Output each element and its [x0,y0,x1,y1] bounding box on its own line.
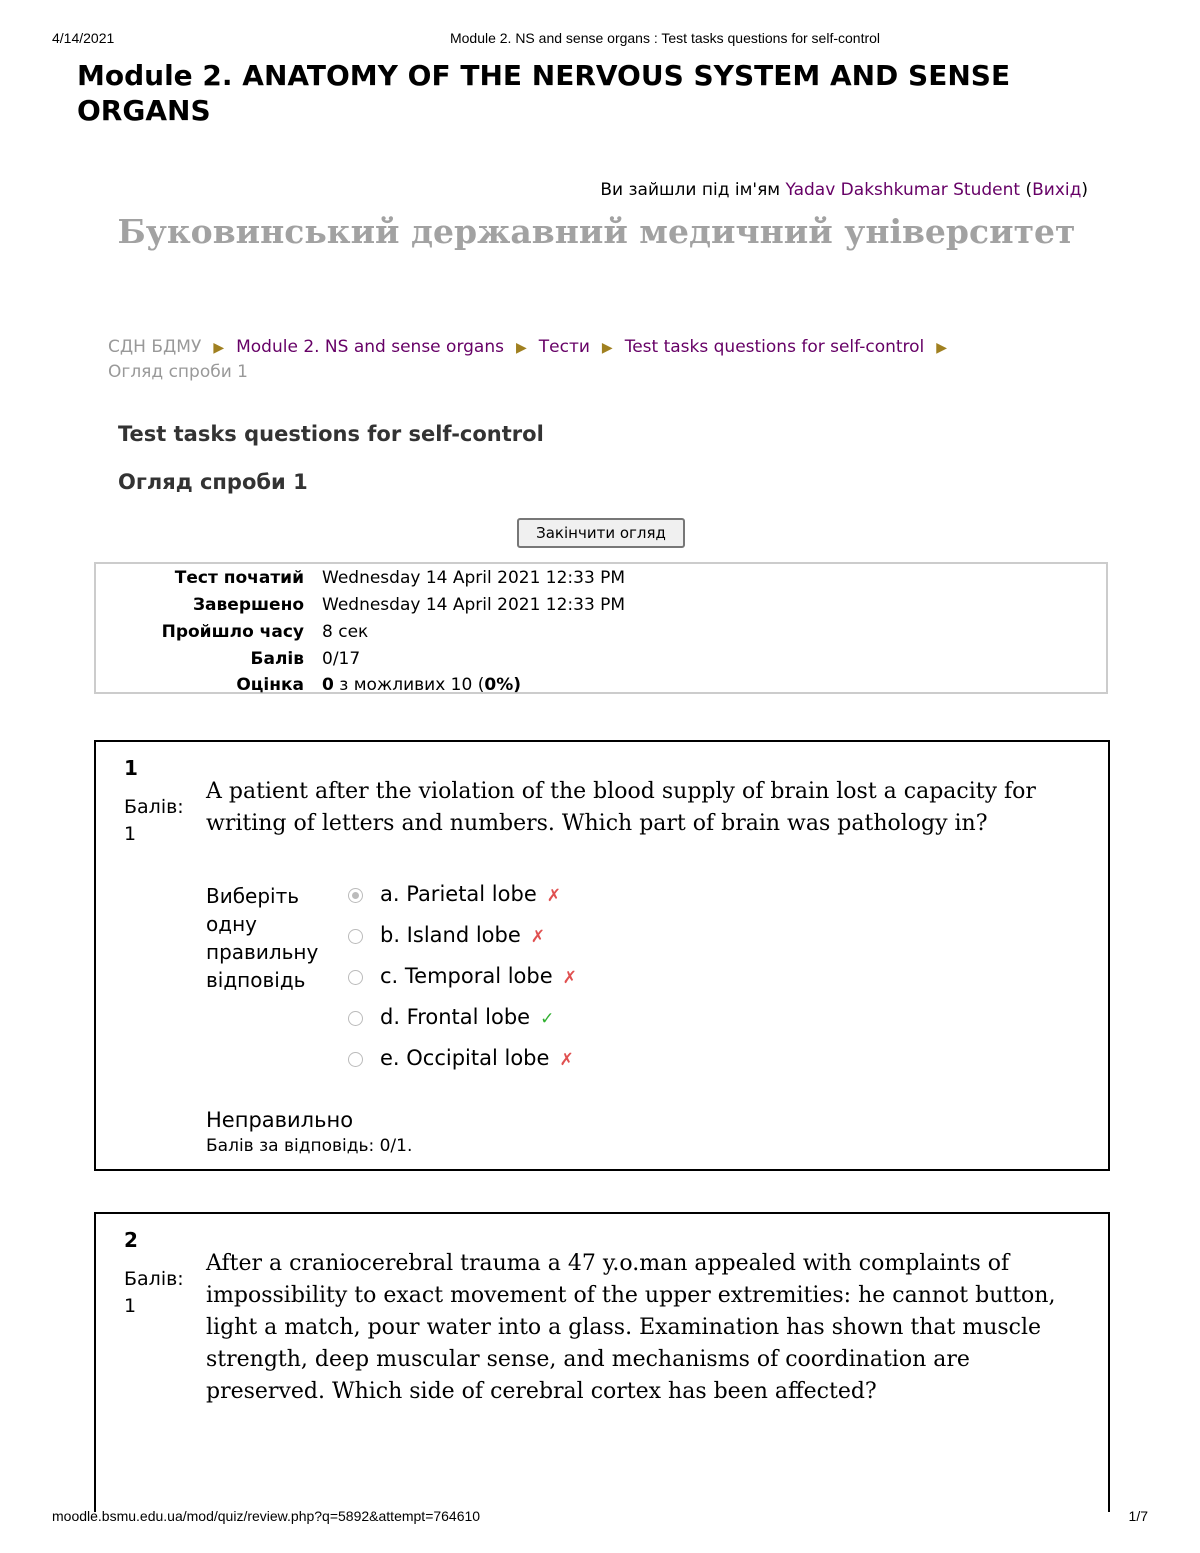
grade-max: з можливих 10 ( [333,675,485,695]
login-prefix: Ви зайшли під ім'ям [600,180,786,200]
breadcrumb-separator-icon: ▶ [601,340,613,356]
summary-label: Оцінка [236,675,304,695]
breadcrumb-separator-icon: ▶ [515,340,527,356]
logout-link[interactable]: Вихід [1032,180,1082,200]
question-outcome: Неправильно [206,1108,354,1132]
incorrect-icon: ✗ [559,1050,574,1070]
attempt-heading: Огляд спроби 1 [118,470,308,494]
question-marks: Балів за відповідь: 0/1. [206,1136,413,1156]
course-title: Module 2. ANATOMY OF THE NERVOUS SYSTEM AND SENSE ORGANS [77,59,1011,127]
radio-button[interactable] [348,1011,363,1026]
summary-label: Тест почaтий [174,568,304,588]
question-grade [124,1266,204,1320]
grade-label: Балів: [124,796,184,818]
user-name-link[interactable]: Yadav Dakshkumar Student [785,180,1021,200]
correct-icon: ✓ [540,1009,555,1029]
summary-value: Wednesday 14 April 2021 12:33 PM [322,595,626,615]
answer-prompt: Виберіть одну правильну відповідь [206,884,319,992]
login-close-paren: ) [1081,180,1088,200]
grade-label: Балів: [124,1268,184,1290]
print-url: moodle.bsmu.edu.ua/mod/quiz/review.php?q=5892&attempt=764610 [52,1508,481,1524]
radio-button[interactable] [348,929,363,944]
summary-value: Wednesday 14 April 2021 12:33 PM [322,568,626,588]
breadcrumb-current: Огляд спроби 1 [108,362,248,382]
login-info [600,180,1088,200]
login-open-paren: ( [1020,180,1033,200]
attempt-summary-table [94,562,1108,694]
answer-label: d. Frontal lobe [380,1005,531,1029]
radio-button[interactable] [348,888,363,903]
incorrect-icon: ✗ [546,886,561,906]
radio-button[interactable] [348,970,363,985]
incorrect-icon: ✗ [530,927,546,947]
question-1 [94,740,1110,1171]
grade-points: 1 [124,823,137,845]
summary-value [322,675,521,695]
grade-percent-end: %) [496,675,522,695]
answer-label: e. Occipital lobe [380,1046,550,1070]
answer-label: b. Island lobe [380,923,521,947]
breadcrumb-course[interactable]: Module 2. NS and sense organs [236,337,504,357]
breadcrumb-separator-icon: ▶ [936,340,948,356]
radio-button[interactable] [348,1052,363,1067]
breadcrumb-home[interactable]: СДН БДМУ [108,337,202,357]
answer-label: c. Temporal lobe [380,964,553,988]
university-logo[interactable]: Буковинський державний медичний університет [117,212,1076,251]
question-2 [94,1212,1110,1512]
quiz-name: Test tasks questions for self-control [118,422,544,446]
breadcrumb-tests[interactable]: Тести [538,337,590,357]
breadcrumb-quiz[interactable]: Test tasks questions for self-control [624,337,925,357]
grade-value: 0 [322,675,334,695]
grade-percent: 0 [484,675,497,695]
summary-value: 8 сек [322,622,369,642]
print-page-number: 1/7 [1128,1508,1148,1524]
grade-points: 1 [124,1295,137,1317]
breadcrumb [108,335,1088,384]
summary-label: Пройшло часу [161,622,304,642]
incorrect-icon: ✗ [562,968,577,988]
summary-label: Балів [250,649,304,669]
question-number: 1 [124,756,138,780]
print-date: 4/14/2021 [52,30,115,46]
finish-review-button[interactable]: Закінчити огляд [517,518,685,548]
question-text: A patient after the violation of the blood supply of brain lost a capacity for writing of letters and numbers. Which part of brain was pathology in? [206,779,1036,836]
summary-value: 0/17 [322,649,361,669]
breadcrumb-separator-icon: ▶ [213,340,225,356]
summary-label: Завершено [192,595,304,615]
question-text: After a craniocerebral trauma a 47 y.o.man appealed with complaints of impossibility to exact movement of the upper extremities: he cannot button, light a match, pour water into a glass. Examination has shown that muscle strength, deep muscular sense, and mechanisms of coordination are preserved. Which side of cerebral cortex has been affected? [206,1251,1056,1404]
answer-label: a. Parietal lobe [380,882,537,906]
question-number: 2 [124,1228,138,1252]
question-grade [124,794,204,848]
print-title: Module 2. NS and sense organs : Test tasks questions for self-control [449,30,881,46]
